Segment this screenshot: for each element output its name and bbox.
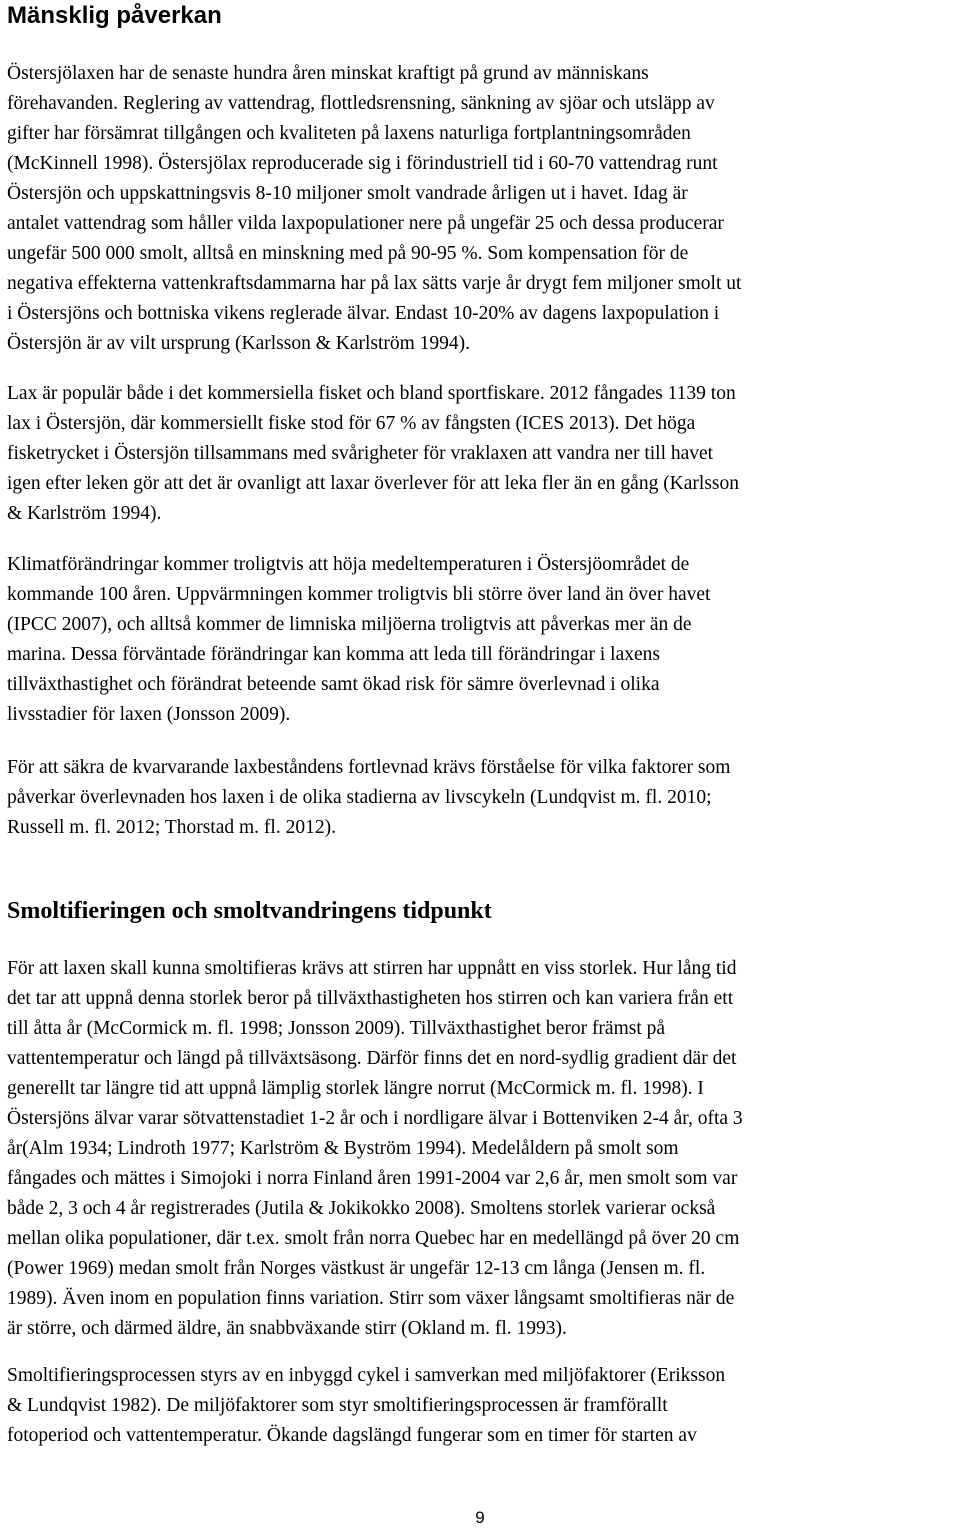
text-line: Östersjön är av vilt ursprung (Karlsson & Karlström 1994). [7, 333, 471, 354]
text-line: För att säkra de kvarvarande laxbeståndens fortlevnad krävs förståelse för vilka faktorer som [7, 757, 731, 778]
text-line: negativa effekterna vattenkraftsdammarna har på lax sätts varje år drygt fem miljoner smolt ut [7, 273, 742, 294]
text-line: ungefär 500 000 smolt, alltså en minskning med på 90-95 %. Som kompensation för de [7, 243, 689, 264]
section-heading-human-impact: Mänsklig påverkan [7, 2, 222, 29]
text-line: gifter har försämrat tillgången och kvaliteten på laxens naturliga fortplantningsområden [7, 123, 691, 144]
text-line: igen efter leken gör att det är ovanligt att laxar överlever för att leka fler än en gång (Karlsson [7, 473, 740, 494]
text-line: För att laxen skall kunna smoltifieras krävs att stirren har uppnått en viss storlek. Hur lång tid [7, 958, 737, 979]
text-line: tillväxthastighet och förändrat beteende samt ökad risk för sämre överlevnad i olika [7, 674, 660, 695]
paragraph-human-impact-2 [7, 379, 960, 529]
text-line: mellan olika populationer, där t.ex. smolt från norra Quebec har en medellängd på över 20 cm [7, 1228, 740, 1249]
text-line: Smoltifieringsprocessen styrs av en inbyggd cykel i samverkan med miljöfaktorer (Eriksson [7, 1365, 726, 1386]
text-line: fotoperiod och vattentemperatur. Ökande dagslängd fungerar som en timer för starten av [7, 1425, 697, 1446]
paragraph-smoltification-2 [7, 1361, 960, 1451]
paragraph-human-impact-4 [7, 753, 960, 843]
text-line: påverkar överlevnaden hos laxen i de olika stadierna av livscykeln (Lundqvist m. fl. 2010; [7, 787, 712, 808]
paragraph-smoltification-1 [7, 954, 960, 1344]
text-line: vattentemperatur och längd på tillväxtsäsong. Därför finns det en nord-sydlig gradient där det [7, 1048, 737, 1069]
text-line: (IPCC 2007), och alltså kommer de limniska miljöerna troligtvis att påverkas mer än de [7, 614, 692, 635]
text-line: Östersjön och uppskattningsvis 8-10 miljoner smolt vandrade årligen ut i havet. Idag är [7, 183, 688, 204]
text-line: 1989). Även inom en population finns variation. Stirr som växer långsamt smoltifieras när de [7, 1288, 735, 1309]
text-line: (McKinnell 1998). Östersjölax reproducerade sig i förindustriell tid i 60-70 vattendrag runt [7, 153, 718, 174]
text-line: & Karlström 1994). [7, 503, 162, 524]
text-line: det tar att uppnå denna storlek beror på tillväxthastigheten hos stirren och kan variera från ett [7, 988, 734, 1009]
text-line: förehavanden. Reglering av vattendrag, flottledsrensning, sänkning av sjöar och utsläpp av [7, 93, 715, 114]
text-line: fångades och mättes i Simojoki i norra Finland åren 1991-2004 var 2,6 år, men smolt som var [7, 1168, 738, 1189]
paragraph-human-impact-3 [7, 550, 960, 730]
text-line: kommande 100 åren. Uppvärmningen kommer troligtvis bli större över land än över havet [7, 584, 711, 605]
text-line: Östersjölaxen har de senaste hundra åren minskat kraftigt på grund av människans [7, 63, 649, 84]
text-line: Klimatförändringar kommer troligtvis att höja medeltemperaturen i Östersjöområdet de [7, 554, 690, 575]
text-line: (Power 1969) medan smolt från Norges västkust är ungefär 12-13 cm långa (Jensen m. fl. [7, 1258, 706, 1279]
text-line: marina. Dessa förväntade förändringar kan komma att leda till förändringar i laxens [7, 644, 661, 665]
text-line: Lax är populär både i det kommersiella fisket och bland sportfiskare. 2012 fångades 1139 ton [7, 383, 736, 404]
page-number: 9 [475, 1508, 485, 1527]
text-line: är större, och därmed äldre, än snabbväxande stirr (Okland m. fl. 1993). [7, 1318, 567, 1339]
text-line: Östersjöns älvar varar sötvattenstadiet 1-2 år och i nordligare älvar i Bottenviken 2-4 år, ofta 3 [7, 1108, 743, 1129]
text-line: antalet vattendrag som håller vilda laxpopulationer nere på ungefär 25 och dessa producerar [7, 213, 724, 234]
section-heading-smoltification: Smoltifieringen och smoltvandringens tidpunkt [7, 898, 492, 924]
text-line: fisketrycket i Östersjön tillsammans med svårigheter för vraklaxen att vandra ner till havet [7, 443, 714, 464]
text-line: livsstadier för laxen (Jonsson 2009). [7, 704, 291, 725]
text-line: lax i Östersjön, där kommersiellt fiske stod för 67 % av fångsten (ICES 2013). Det höga [7, 413, 696, 434]
text-line: generellt tar längre tid att uppnå lämplig storlek längre norrut (McCormick m. fl. 1998). I [7, 1078, 704, 1099]
text-line: Russell m. fl. 2012; Thorstad m. fl. 2012). [7, 817, 336, 838]
text-line: både 2, 3 och 4 år registrerades (Jutila & Jokikokko 2008). Smoltens storlek varierar också [7, 1198, 716, 1219]
paragraph-human-impact-1 [7, 59, 960, 359]
text-line: till åtta år (McCormick m. fl. 1998; Jonsson 2009). Tillväxthastighet beror främst på [7, 1018, 666, 1039]
text-line: år(Alm 1934; Lindroth 1977; Karlström & Byström 1994). Medelåldern på smolt som [7, 1138, 679, 1159]
text-line: & Lundqvist 1982). De miljöfaktorer som styr smoltifieringsprocessen är framförallt [7, 1395, 668, 1416]
text-line: i Östersjöns och bottniska vikens reglerade älvar. Endast 10-20% av dagens laxpopulation i [7, 303, 720, 324]
